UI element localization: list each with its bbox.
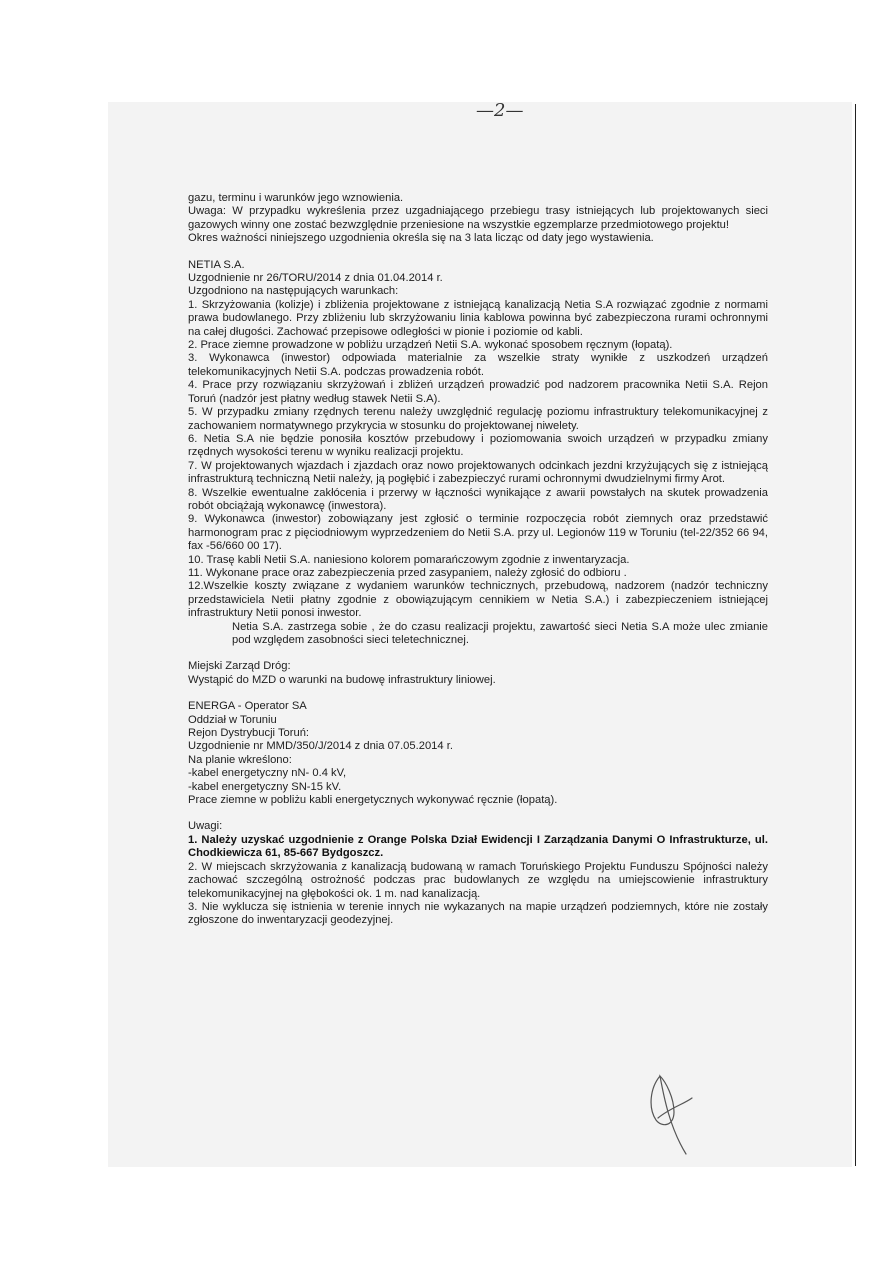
netia-item: 7. W projektowanych wjazdach i zjazdach oraz nowo projektowanych odcinkach jezdni krzyżujących się z istniejącą infrastrukturą techniczną Netii należy, ją pogłębić i zabezpieczyć rurami ochronnymi dwudzielnymi firmy Arot. [188, 459, 768, 486]
gas-warning: Uwaga: W przypadku wykreślenia przez uzgadniającego przebiegu trasy istniejących lub projektowanych sieci gazowych winny one zostać bezwzględnie przeniesione na wszystkie egzemplarze przedmiotowego projektu! [188, 205, 768, 231]
netia-closing: Netia S.A. zastrzega sobie , że do czasu realizacji projektu, zawartość sieci Netia S.A może ulec zmianie pod względem zasobności sieci teletechnicznej. [232, 620, 768, 646]
energa-work-note: Prace ziemne w pobliżu kabli energetycznych wykonywać ręcznie (łopatą). [188, 794, 558, 807]
energa-plan-note: Na planie wkreślono: [188, 753, 292, 766]
document-body [188, 192, 768, 928]
energa-region: Rejon Dystrybucji Toruń: [188, 727, 310, 740]
netia-item: 11. Wykonane prace oraz zabezpieczenia przed zasypaniem, należy zgłosić do odbioru . [188, 566, 627, 579]
energa-heading: ENERGA - Operator SA [188, 700, 307, 713]
netia-item: 8. Wszelkie ewentualne zakłócenia i przerwy w łączności wynikające z awarii powstałych na skutek prowadzenia robót obciążają wykonawcę (inwestora). [188, 486, 768, 512]
gas-continuation: gazu, terminu i warunków jego wznowienia. [188, 192, 404, 204]
energa-reference: Uzgodnienie nr MMD/350/J/2014 z dnia 07.05.2014 r. [188, 740, 453, 753]
remark-item: 2. W miejscach skrzyżowania z kanalizacją budowaną w ramach Toruńskiego Projektu Funduszu Spójności należy zachować szczególną ostrożność podczas prac budowlanych ze względu na umiejscowienie infrastruktury telekomunikacyjnej na głębokości ok. 1 m. nad kanalizacją. [188, 860, 768, 900]
netia-item: 6. Netia S.A nie będzie ponosiła kosztów przebudowy i poziomowania swoich urządzeń w przypadku zmiany rzędnych wysokości terenu w wyniku realizacji projektu. [188, 432, 768, 459]
mzd-text: Wystąpić do MZD o warunki na budowę infrastruktury liniowej. [188, 673, 496, 686]
remark-item: 1. Należy uzyskać uzgodnienie z Orange Polska Dział Ewidencji I Zarządzania Danymi O Infrastrukturze, ul. Chodkiewicza 61, 85-667 Bydgoszcz. [188, 833, 768, 860]
netia-item: 10. Trasę kabli Netii S.A. naniesiono kolorem pomarańczowym zgodnie z inwentaryzacja. [188, 553, 630, 566]
netia-heading: NETIA S.A. [188, 258, 245, 271]
netia-item: 1. Skrzyżowania (kolizje) i zbliżenia projektowane z istniejącą kanalizacją Netia S.A rozwiązać zgodnie z normami prawa budowlanego. Przy zbliżeniu lub skrzyżowaniu linia kablowa powinna być zabezpieczona rurami ochronnymi na całej długości. Zachować przepisowe odległości w pionie i poziomie od kabli. [188, 298, 768, 338]
netia-item: 12.Wszelkie koszty związane z wydaniem warunków technicznych, przebudową, nadzorem (nadzór techniczny przedstawiciela Netii płatny zgodnie z obowiązującym cennikiem w Netia S.A.) i zabezpieczeniem istniejącej infrastruktury Netii ponosi inwestor. [188, 580, 768, 620]
netia-item: 3. Wykonawca (inwestor) odpowiada materialnie za wszelkie straty wynikłe z uszkodzeń urządzeń telekomunikacyjnych Netii S.A. podczas prowadzenia robót. [188, 352, 768, 378]
netia-intro: Uzgodniono na następujących warunkach: [188, 285, 399, 298]
netia-reference: Uzgodnienie nr 26/TORU/2014 z dnia 01.04.2014 r. [188, 272, 443, 285]
netia-item: 2. Prace ziemne prowadzone w pobliżu urządzeń Netii S.A. wykonać sposobem ręcznym (łopatą). [188, 339, 673, 352]
energa-branch: Oddział w Toruniu [188, 713, 277, 726]
page-border [855, 104, 856, 1166]
page-number: —2— [476, 100, 524, 121]
validity-note: Okres ważności niniejszego uzgodnienia określa się na 3 lata licząc od daty jego wystawienia. [188, 232, 654, 245]
netia-item: 9. Wykonawca (inwestor) zobowiązany jest zgłosić o terminie rozpoczęcia robót ziemnych oraz przedstawić harmonogram prac z pięciodniowym wyprzedzeniem do Netii S.A. przy ul. Legionów 119 w Toruniu (tel-22/352 66 94, fax -56/660 00 17). [188, 513, 768, 553]
mzd-heading: Miejski Zarząd Dróg: [188, 660, 291, 673]
remarks-heading: Uwagi: [188, 820, 223, 833]
energa-cable: -kabel energetyczny nN- 0.4 kV, [188, 767, 347, 780]
signature-icon [640, 1068, 710, 1168]
netia-item: 5. W przypadku zmiany rzędnych terenu należy uwzględnić regulację poziomu infrastruktury telekomunikacyjnej z zachowaniem normatywnego przykrycia w stosunku do projektowanej niwelety. [188, 406, 768, 432]
netia-item: 4. Prace przy rozwiązaniu skrzyżowań i zbliżeń urządzeń prowadzić pod nadzorem pracownika Netii S.A. Rejon Toruń (nadzór jest płatny według stawek Netii S.A). [188, 379, 768, 405]
energa-cable: -kabel energetyczny SN-15 kV. [188, 780, 342, 793]
remark-item: 3. Nie wyklucza się istnienia w terenie innych nie wykazanych na mapie urządzeń podziemnych, które nie zostały zgłoszone do inwentaryzacji geodezyjnej. [188, 900, 768, 927]
